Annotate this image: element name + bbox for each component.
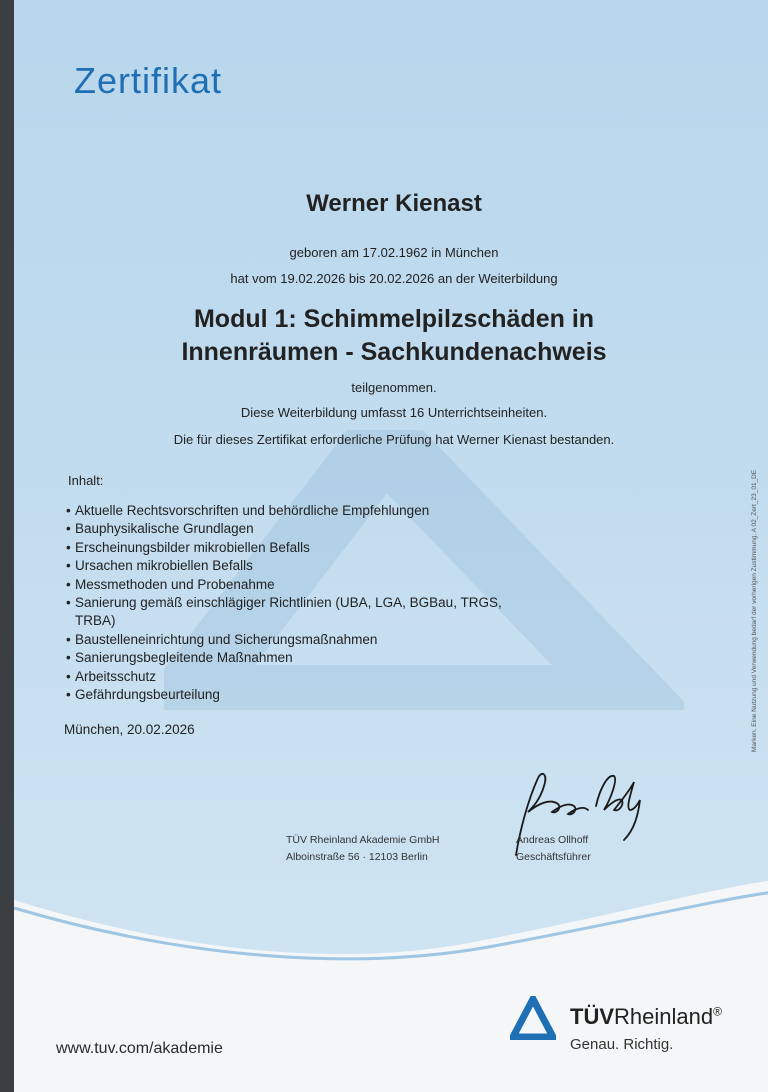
- signer-name: Andreas Ollhoff: [516, 834, 589, 846]
- brand-bold: TÜV: [570, 1004, 614, 1029]
- organization-name: TÜV Rheinland Akademie GmbH: [286, 834, 440, 846]
- wave-decoration: [14, 880, 768, 970]
- organization-address: Alboinstraße 56 · 12103 Berlin: [286, 851, 428, 863]
- period-info: hat vom 19.02.2026 bis 20.02.2026 an der Weiterbildung: [230, 271, 558, 286]
- bullet-icon: •: [66, 576, 71, 592]
- list-item: • Bauphysikalische Grundlagen: [66, 520, 546, 538]
- signer-role: Geschäftsführer: [516, 851, 591, 863]
- units-text: Diese Weiterbildung umfasst 16 Unterrichtseinheiten.: [240, 405, 548, 420]
- certificate-title: Zertifikat: [74, 60, 223, 101]
- participated-text: teilgenommen.: [351, 380, 437, 395]
- list-item: • Erscheinungsbilder mikrobiellen Befalls: [66, 539, 546, 557]
- birth-info: geboren am 17.02.1962 in München: [289, 245, 499, 260]
- course-title-line1: Modul 1: Schimmelpilzschäden in: [193, 305, 595, 333]
- exam-passed-text: Die für dieses Zertifikat erforderliche Prüfung hat Werner Kienast bestanden.: [173, 432, 615, 447]
- side-legal-note: Marken. Eine Nutzung und Verwendung bedarf der vorherigen Zustimmung. A 02_Zert_23_01_DE: [751, 469, 758, 752]
- content-list: [66, 502, 546, 704]
- certificate-page: [14, 0, 768, 1092]
- bullet-icon: •: [66, 521, 71, 537]
- website-url: www.tuv.com/akademie: [56, 1040, 223, 1057]
- list-item: • Aktuelle Rechtsvorschriften und behördliche Empfehlungen: [66, 502, 546, 520]
- list-item: • Messmethoden und Probenahme: [66, 576, 546, 594]
- bullet-icon: •: [66, 539, 71, 555]
- bullet-icon: •: [66, 650, 71, 666]
- list-item: • Sanierungsbegleitende Maßnahmen: [66, 649, 546, 667]
- bullet-icon: •: [66, 595, 71, 611]
- bullet-icon: •: [66, 668, 71, 684]
- organization-block: [286, 832, 440, 866]
- tuv-triangle-logo-icon: [510, 996, 556, 1040]
- bullet-icon: •: [66, 687, 71, 703]
- signer-block: [516, 832, 591, 866]
- list-item: • Baustelleneinrichtung und Sicherungsmaßnahmen: [66, 631, 546, 649]
- course-title-line2: Innenräumen - Sachkundenachweis: [181, 338, 607, 366]
- course-title: [14, 303, 768, 369]
- registered-mark: ®: [713, 1004, 722, 1019]
- brand-tagline: Genau. Richtig.: [570, 1036, 674, 1053]
- content-label: Inhalt:: [68, 473, 104, 488]
- list-item: • Gefährdungsbeurteilung: [66, 686, 546, 704]
- recipient-name: Werner Kienast: [306, 190, 482, 217]
- brand-name: [570, 1004, 722, 1030]
- brand-rest: Rheinland: [614, 1004, 714, 1029]
- list-item: • Ursachen mikrobiellen Befalls: [66, 557, 546, 575]
- bullet-icon: •: [66, 503, 71, 518]
- list-item: • Arbeitsschutz: [66, 668, 546, 686]
- bullet-icon: •: [66, 631, 71, 647]
- bullet-icon: •: [66, 558, 71, 574]
- list-item: • Sanierung gemäß einschlägiger Richtlinien (UBA, LGA, BGBau, TRGS, TRBA): [66, 595, 502, 629]
- place-date: München, 20.02.2026: [64, 722, 195, 737]
